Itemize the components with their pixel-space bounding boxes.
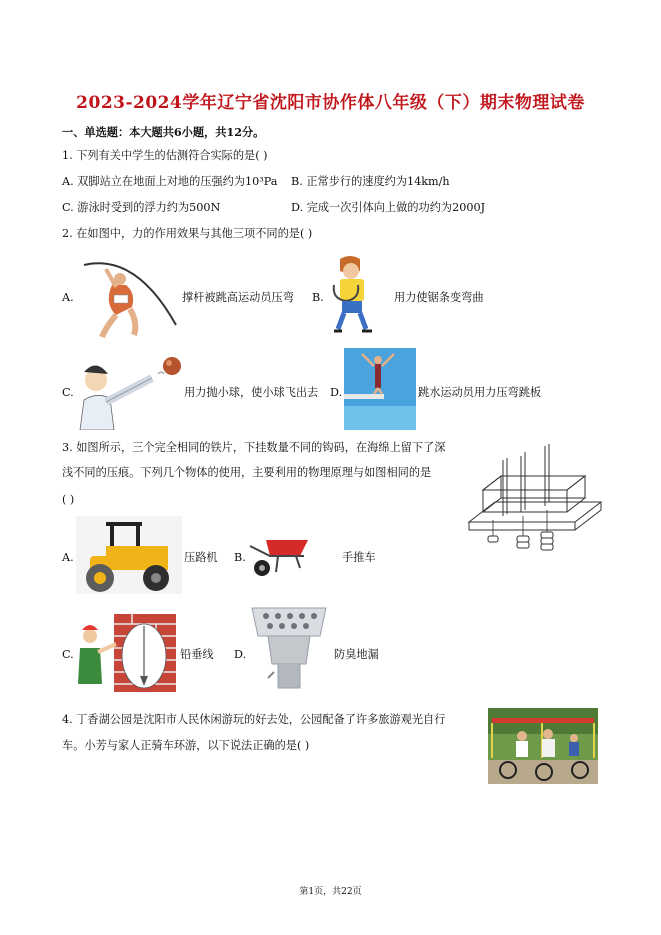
throwing-ball-image (76, 352, 182, 430)
section-heading: 一、单选题：本大题共6小题，共12分。 (62, 125, 265, 139)
q2-stem: 2. 在如图中，力的作用效果与其他三项不同的是( ) (62, 227, 313, 240)
q3-a-label: A. (62, 551, 74, 564)
wheelbarrow-image (248, 532, 312, 578)
plumb-line-image (76, 614, 176, 692)
q3-stem-line1: 3. 如图所示，三个完全相同的铁片，下挂数量不同的钩码，在海绵上留下了深 (62, 441, 446, 454)
q1-option-d: D. 完成一次引体向上做的功约为2000J (291, 201, 486, 214)
page-footer: 第1页，共22页 (299, 887, 362, 897)
road-roller-image (76, 516, 182, 594)
floor-drain-image (248, 602, 330, 692)
q1-option-a: A. 双脚站立在地面上对地的压强约为10³Pa (62, 175, 278, 188)
pole-vault-image (76, 255, 180, 341)
q2-a-label: A. (62, 291, 74, 304)
exam-title: 2023-2024学年辽宁省沈阳市协作体八年级（下）期末物理试卷 (76, 93, 585, 113)
sightseeing-bike-photo (488, 708, 598, 784)
q1-option-c: C. 游泳时受到的浮力约为500N (62, 201, 221, 214)
q1-option-b: B. 正常步行的速度约为14km/h (291, 175, 450, 188)
q2-c-label: C. (62, 386, 74, 399)
q3-b-label: B. (234, 551, 246, 564)
q3-d-label: D. (234, 648, 247, 661)
saw-blade-bending-image (330, 255, 392, 335)
q2-c-text: 用力抛小球，使小球飞出去 (184, 386, 319, 399)
q2-b-text: 用力使锯条变弯曲 (394, 291, 484, 304)
q3-c-label: C. (62, 648, 74, 661)
q3-d-text: 防臭地漏 (334, 648, 379, 661)
q3-stem-line2: 浅不同的压痕。下列几个物体的使用，主要利用的物理原理与如图相同的是 (62, 466, 432, 479)
q2-a-text: 撑杆被跳高运动员压弯 (182, 291, 294, 304)
q2-b-label: B. (312, 291, 324, 304)
q3-stem-line3: ( ) (62, 493, 75, 506)
diving-board-image (344, 348, 416, 430)
q1-stem: 1. 下列有关中学生的估测符合实际的是( ) (62, 149, 268, 162)
q3-b-text: 手推车 (342, 551, 376, 564)
q4-stem-line2: 车。小芳与家人正骑车环游，以下说法正确的是( ) (62, 739, 310, 752)
q3-a-text: 压路机 (184, 551, 218, 564)
q4-stem-line1: 4. 丁香湖公园是沈阳市人民休闲游玩的好去处，公园配备了许多旅游观光自行 (62, 713, 446, 726)
iron-sheets-sponge-diagram (465, 440, 605, 565)
q3-c-text: 铅垂线 (180, 648, 214, 661)
q2-d-label: D. (330, 386, 343, 399)
q2-d-text: 跳水运动员用力压弯跳板 (418, 386, 542, 399)
